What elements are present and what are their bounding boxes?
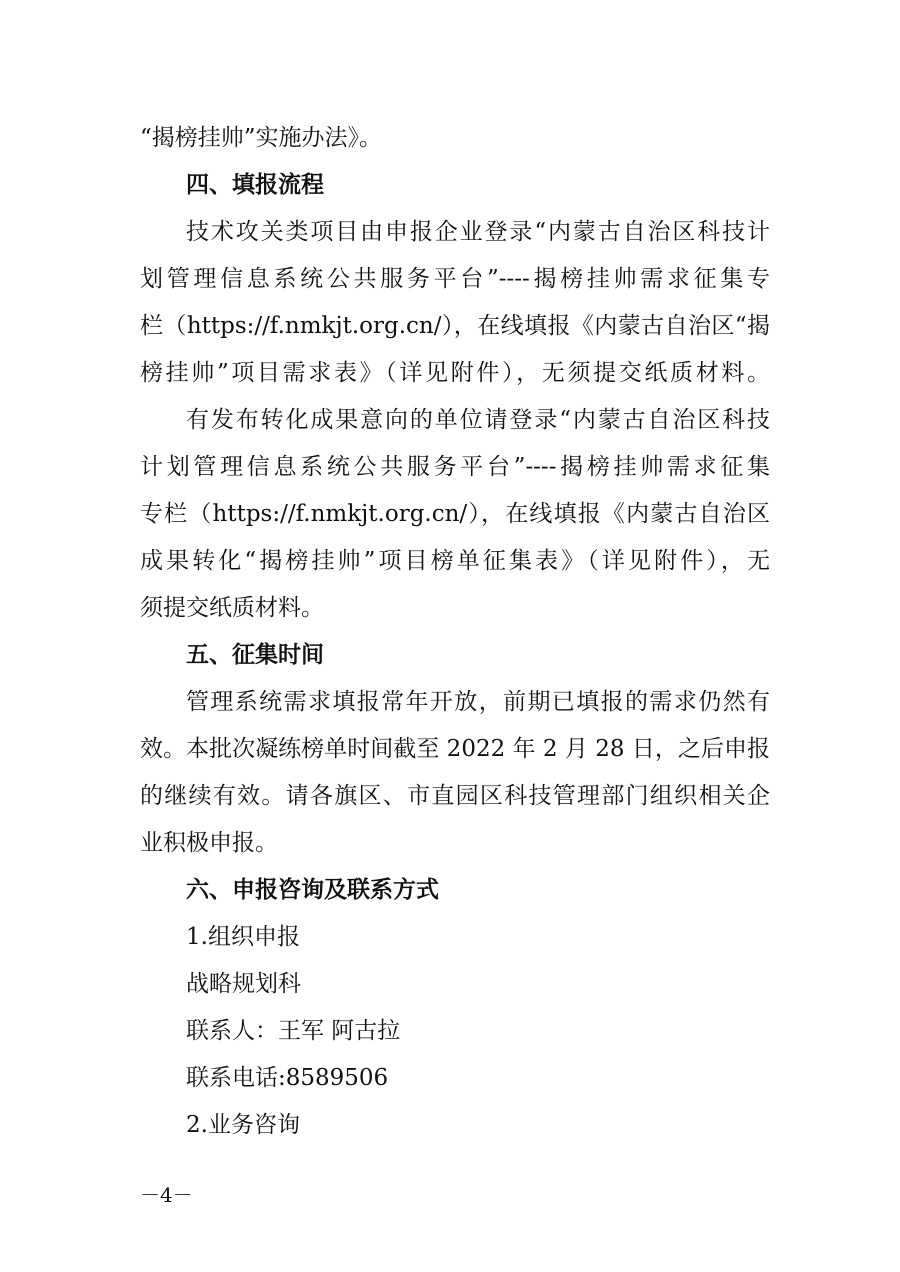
paragraph-line: 须提交纸质材料。 <box>140 595 324 621</box>
paragraph-line: 管理系统需求填报常年开放，前期已填报的需求仍然有 <box>186 689 770 715</box>
paragraph-line: 榜挂帅”项目需求表》（详见附件），无须提交纸质材料。 <box>140 360 770 386</box>
list-item: 1.组织申报 <box>186 924 300 950</box>
section-heading-6: 六、申报咨询及联系方式 <box>186 877 439 903</box>
department-name: 战略规划科 <box>186 971 301 997</box>
paragraph-line: 的继续有效。请各旗区、市直园区科技管理部门组织相关企 <box>140 783 770 809</box>
paragraph-line: 划管理信息系统公共服务平台”----揭榜挂帅需求征集专 <box>140 266 770 292</box>
paragraph-line: “揭榜挂帅”实施办法》。 <box>140 125 383 151</box>
section-heading-5: 五、征集时间 <box>186 642 324 668</box>
paragraph-line: 栏（https://f.nmkjt.org.cn/），在线填报《内蒙古自治区“揭 <box>140 313 770 339</box>
paragraph-line: 技术攻关类项目由申报企业登录“内蒙古自治区科技计 <box>186 219 770 245</box>
paragraph-line: 成果转化“揭榜挂帅”项目榜单征集表》（详见附件），无 <box>140 548 770 574</box>
contact-phone: 联系电话:8589506 <box>186 1065 389 1091</box>
paragraph-line: 有发布转化成果意向的单位请登录“内蒙古自治区科技 <box>186 407 770 433</box>
paragraph-line: 专栏（https://f.nmkjt.org.cn/），在线填报《内蒙古自治区 <box>140 501 770 527</box>
paragraph-line: 效。本批次凝练榜单时间截至 2022 年 2 月 28 日，之后申报 <box>140 736 770 762</box>
list-item: 2.业务咨询 <box>186 1112 300 1138</box>
section-heading-4: 四、填报流程 <box>186 172 324 198</box>
paragraph-line: 业积极申报。 <box>140 830 278 856</box>
page-number: －4－ <box>140 1183 193 1207</box>
contact-person: 联系人：王军 阿古拉 <box>186 1018 401 1044</box>
paragraph-line: 计划管理信息系统公共服务平台”----揭榜挂帅需求征集 <box>140 454 770 480</box>
